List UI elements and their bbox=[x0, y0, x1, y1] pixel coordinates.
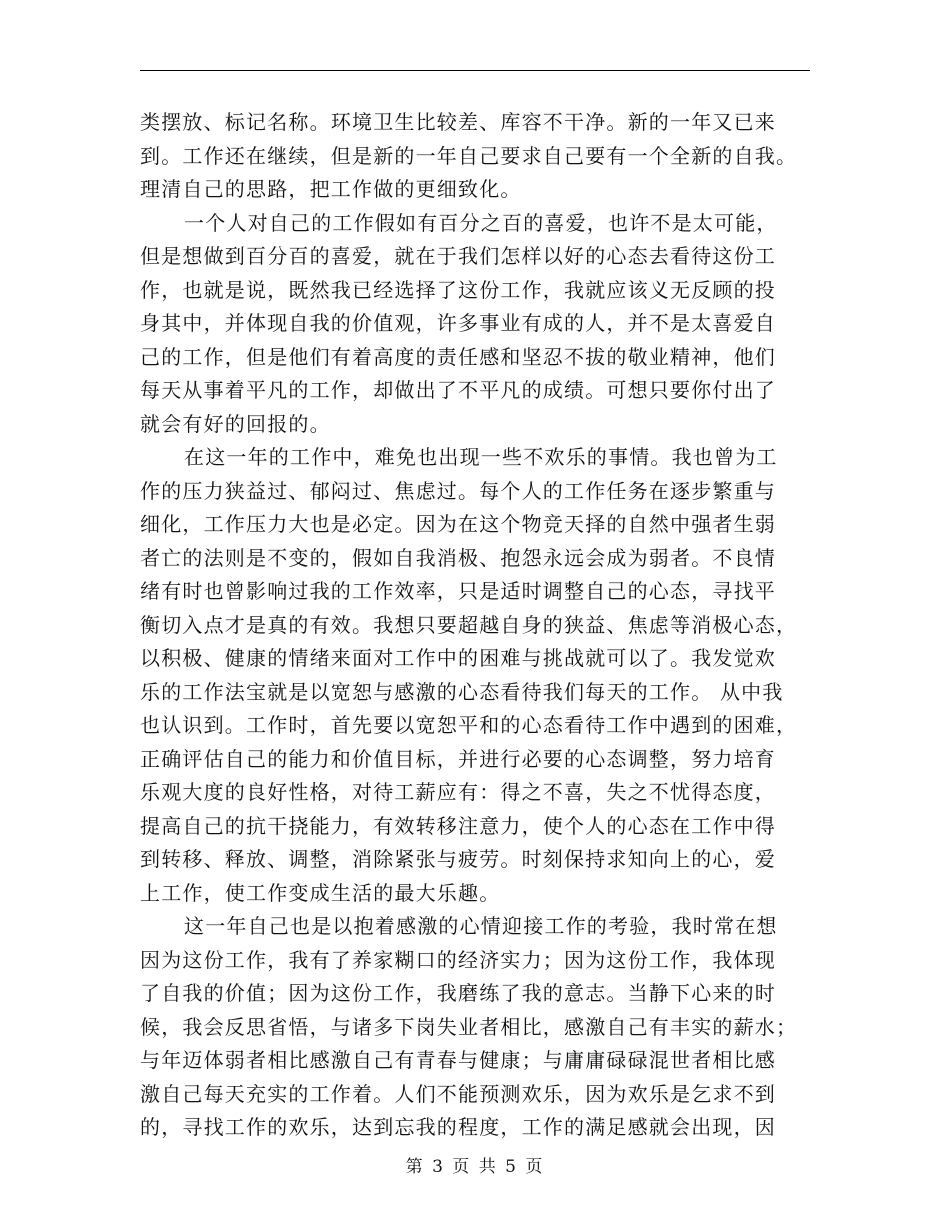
text-line: 候，我会反思省悟，与诸多下岗失业者相比，感激自己有丰实的薪水； bbox=[140, 1014, 798, 1039]
text-line: 身其中，并体现自我的价值观，许多事业有成的人，并不是太喜爱自 bbox=[140, 311, 776, 335]
paragraph bbox=[140, 910, 810, 1145]
text-line: 理清自己的思路，把工作做的更细致化。 bbox=[140, 177, 522, 201]
document-body bbox=[140, 106, 810, 1145]
text-line: 类摆放、标记名称。环境卫生比较差、库容不干净。新的一年又已来 bbox=[140, 110, 776, 134]
text-line: 到。工作还在继续，但是新的一年自己要求自己要有一个全新的自我。 bbox=[140, 143, 798, 168]
paragraph bbox=[140, 207, 810, 442]
text-line: 每天从事着平凡的工作，却做出了不平凡的成绩。可想只要你付出了 bbox=[140, 378, 776, 402]
text-line: 到转移、释放、调整，消除紧张与疲劳。时刻保持求知向上的心，爱 bbox=[140, 847, 776, 871]
text-line: 细化，工作压力大也是必定。因为在这个物竞天择的自然中强者生弱 bbox=[140, 512, 776, 536]
text-line: 就会有好的回报的。 bbox=[140, 411, 331, 436]
text-line: 者亡的法则是不变的，假如自我消极、抱怨永远会成为弱者。不良情 bbox=[140, 545, 776, 570]
text-line: 了自我的价值；因为这份工作，我磨练了我的意志。当静下心来的时 bbox=[140, 981, 776, 1005]
text-line: 作的压力狭益过、郁闷过、焦虑过。每个人的工作任务在逐步繁重与 bbox=[140, 478, 776, 503]
text-line: 在这一年的工作中，难免也出现一些不欢乐的事情。我也曾为工 bbox=[184, 445, 778, 469]
text-line: 一个人对自己的工作假如有百分之百的喜爱，也许不是太可能， bbox=[184, 210, 778, 235]
text-line: 衡切入点才是真的有效。我想只要超越自身的狭益、焦虑等消极心态， bbox=[140, 612, 798, 637]
text-line: 提高自己的抗干挠能力，有效转移注意力，使个人的心态在工作中得 bbox=[140, 813, 776, 838]
text-line: 但是想做到百分百的喜爱，就在于我们怎样以好的心态去看待这份工 bbox=[140, 244, 776, 268]
text-line: 作，也就是说，既然我已经选择了这份工作，我就应该义无反顾的投 bbox=[140, 277, 776, 302]
text-line: 正确评估自己的能力和价值目标，并进行必要的心态调整，努力培育 bbox=[140, 746, 776, 771]
text-line: 以积极、健康的情绪来面对工作中的困难与挑战就可以了。我发觉欢 bbox=[140, 646, 776, 670]
text-line: 的，寻找工作的欢乐，达到忘我的程度，工作的满足感就会出现，因 bbox=[140, 1115, 776, 1139]
page-number: 第 3 页 共 5 页 bbox=[405, 1157, 545, 1177]
paragraph bbox=[140, 106, 810, 207]
text-line: 乐观大度的良好性格，对待工薪应有：得之不喜，失之不忧得态度， bbox=[140, 780, 776, 804]
text-line: 这一年自己也是以抱着感激的心情迎接工作的考验，我时常在想 bbox=[184, 914, 778, 938]
text-line: 上工作，使工作变成生活的最大乐趣。 bbox=[140, 880, 501, 905]
text-line: 因为这份工作，我有了养家糊口的经济实力；因为这份工作，我体现 bbox=[140, 947, 776, 972]
text-line: 乐的工作法宝就是以宽恕与感激的心态看待我们每天的工作。 从中我 bbox=[140, 679, 784, 704]
text-line: 也认识到。工作时，首先要以宽恕平和的心态看待工作中遇到的困难， bbox=[140, 713, 798, 737]
text-line: 己的工作，但是他们有着高度的责任感和坚忍不拔的敬业精神，他们 bbox=[140, 344, 776, 369]
text-line: 激自己每天充实的工作着。人们不能预测欢乐，因为欢乐是乞求不到 bbox=[140, 1081, 776, 1106]
paragraph bbox=[140, 441, 810, 910]
header-rule bbox=[140, 70, 810, 71]
text-line: 与年迈体弱者相比感激自己有青春与健康；与庸庸碌碌混世者相比感 bbox=[140, 1048, 776, 1072]
text-line: 绪有时也曾影响过我的工作效率，只是适时调整自己的心态，寻找平 bbox=[140, 579, 776, 603]
